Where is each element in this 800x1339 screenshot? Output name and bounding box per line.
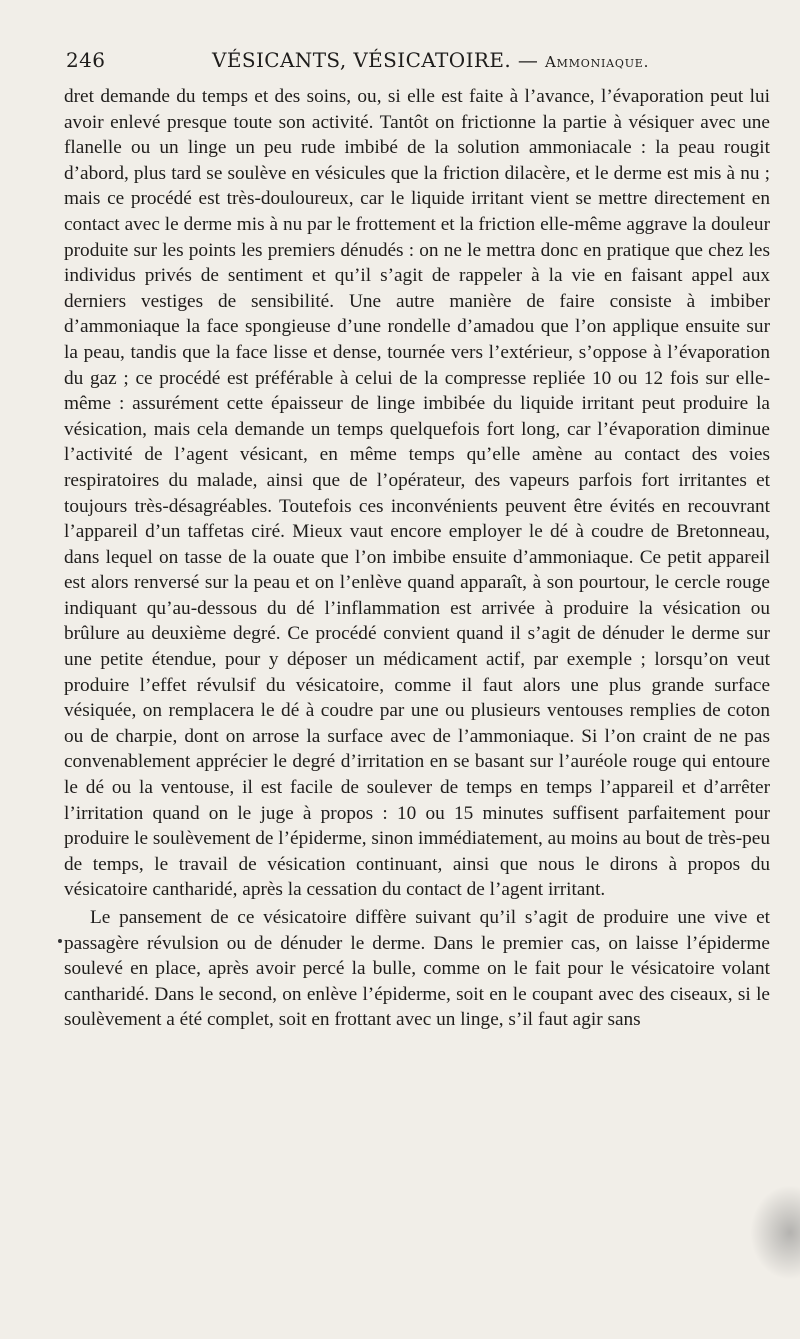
paragraph-2: Le pansement de ce vésicatoire diffère suivant qu’il s’agit de produire une vive et passagère révulsion ou de dénuder le derme. Dans le premier cas, on laisse l’épiderme soulevé en place, après avoir percé la bulle, comme on le fait pour le vésicatoire volant cantharidé. Dans le second, on enlève l’épiderme, soit en le coupant avec des ciseaux, si le soulèvement a été complet, soit en frottant avec un linge, s’il faut agir sans xyxy=(64,907,770,1031)
book-page xyxy=(64,44,770,1033)
stray-ink-mark xyxy=(58,939,62,943)
page-edge-shadow xyxy=(750,1185,800,1280)
running-title-main: VÉSICANTS, VÉSICATOIRE. — xyxy=(212,48,539,72)
page-number: 246 xyxy=(66,48,106,72)
running-title xyxy=(212,48,649,72)
running-head xyxy=(64,44,770,84)
paragraph-1: dret demande du temps et des soins, ou, si elle est faite à l’avance, l’évaporation peut lui avoir enlevé presque toute son activité. Tantôt on frictionne la partie à vésiquer avec une flanelle ou un linge un peu rude imbibé de la solution ammoniacale : la peau rougit d’abord, plus tard se soulève en vésicules que la friction dilacère, et le derme est mis à nu ; mais ce procédé est très-douloureux, car le liquide irritant vient se mettre directement en contact avec le derme mis à nu par le frottement et la friction elle-même aggrave la douleur produite sur les points les premiers dénudés : on ne le mettra donc en pratique que chez les individus privés de sentiment et qu’il s’agit de rappeler à la vie en faisant appel aux derniers vestiges de sensibilité. Une autre manière de faire consiste à imbiber d’ammoniaque la face spongieuse d’une rondelle d’amadou que l’on applique ensuite sur la peau, tandis que la face lisse et dense, tournée vers l’extérieur, s’oppose à l’évaporation du gaz ; ce procédé est préférable à celui de la compresse repliée 10 ou 12 fois sur elle-même : assurément cette épaisseur de linge imbibée du liquide irritant peut produire la vésication, mais cela demande un temps quelquefois fort long, car l’évaporation diminue l’activité de l’agent vésicant, en même temps qu’elle amène au contact des voies respiratoires du malade, ainsi que de l’opérateur, des vapeurs parfois fort irritantes et toujours très-désagréables. Toutefois ces inconvénients peuvent être évités en recouvrant l’appareil d’un taffetas ciré. Mieux vaut encore employer le dé à coudre de Bretonneau, dans lequel on tasse de la ouate que l’on imbibe ensuite d’ammoniaque. Ce petit appareil est alors renversé sur la peau et on l’enlève quand apparaît, à son pourtour, le cercle rouge indiquant qu’au-dessous du dé l’inflammation est arrivée à produire la vésication ou brûlure au deuxième degré. Ce procédé convient quand il s’agit de dénuder le derme sur une petite étendue, pour y déposer un médicament actif, par exemple ; lorsqu’on veut produire l’effet révulsif du vésicatoire, comme il faut alors une plus grande surface vésiquée, on remplacera le dé à coudre par une ou plusieurs ventouses remplies de coton ou de charpie, dont on arrose la surface avec de l’ammoniaque. Si l’on craint de ne pas convenablement apprécier le degré d’irritation en se basant sur l’auréole rouge qui entoure le dé ou la ventouse, il est facile de soulever de temps en temps l’appareil et d’arrêter l’irritation quand on le juge à propos : 10 ou 15 minutes suffisent parfaitement pour produire le soulèvement de l’épiderme, sinon immédiatement, au moins au bout de très-peu de temps, le travail de vésication continuant, ainsi que nous le dirons à propos du vésicatoire cantharidé, après la cessation du contact de l’agent irritant. xyxy=(64,86,770,901)
running-title-subtitle: Ammoniaque. xyxy=(545,53,650,71)
